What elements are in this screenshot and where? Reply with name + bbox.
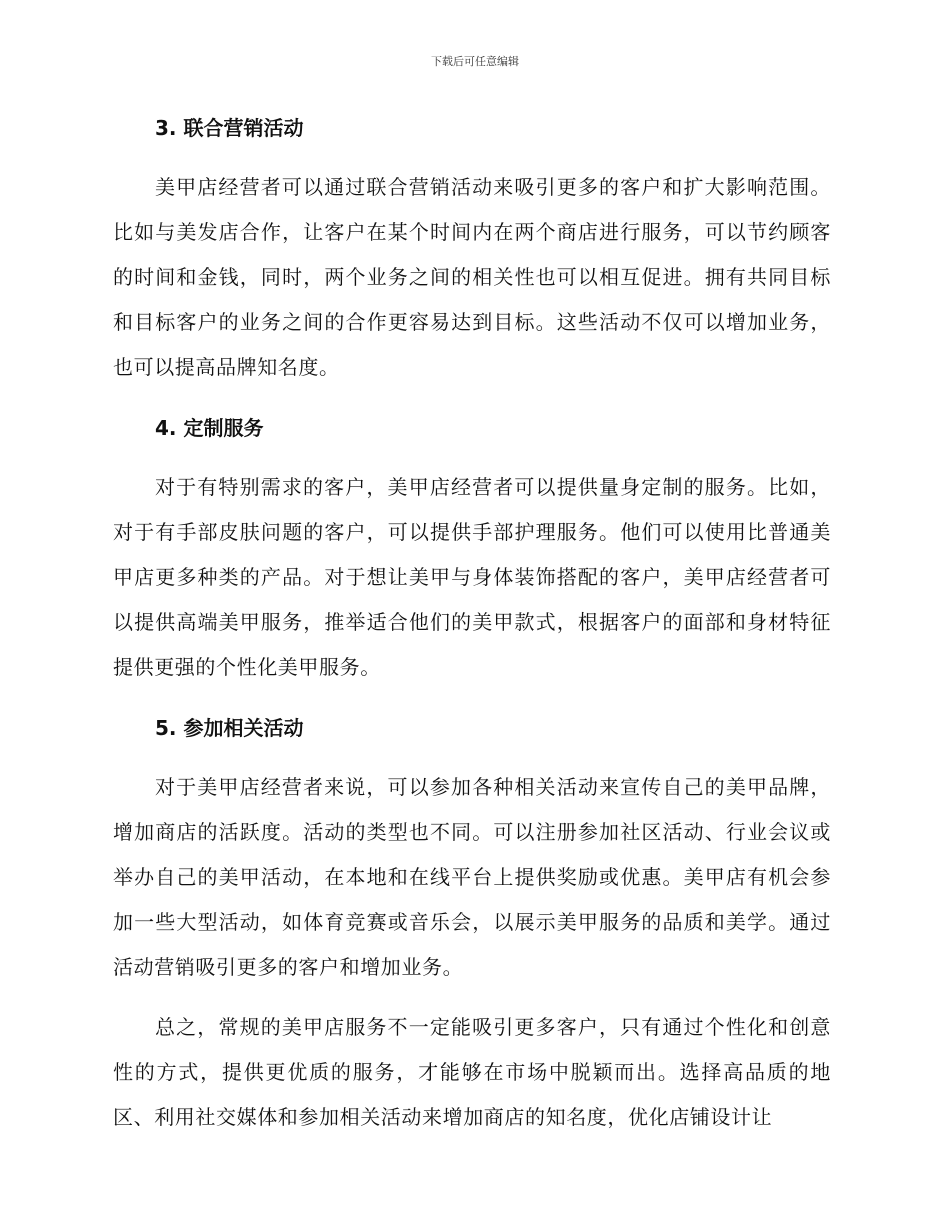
document-body [113, 113, 831, 1140]
conclusion-paragraph: 总之，常规的美甲店服务不一定能吸引更多客户，只有通过个性化和创意性的方式，提供更优质的服务，才能够在市场中脱颖而出。选择高品质的地区、利用社交媒体和参加相关活动来增加商店的知名度，优化店铺设计让 [113, 1015, 831, 1129]
section-heading-custom-service: 4. 定制服务 [155, 416, 264, 440]
section-heading-related-events: 5. 参加相关活动 [155, 716, 304, 740]
section-paragraph-related-events: 对于美甲店经营者来说，可以参加各种相关活动来宣传自己的美甲品牌，增加商店的活跃度。活动的类型也不同。可以注册参加社区活动、行业会议或举办自己的美甲活动，在本地和在线平台上提供奖励或优惠。美甲店有机会参加一些大型活动，如体育竞赛或音乐会，以展示美甲服务的品质和美学。通过活动营销吸引更多的客户和增加业务。 [113, 775, 831, 979]
section-paragraph-custom-service: 对于有特别需求的客户，美甲店经营者可以提供量身定制的服务。比如，对于有手部皮肤问题的客户，可以提供手部护理服务。他们可以使用比普通美甲店更多种类的产品。对于想让美甲与身体装饰搭配的客户，美甲店经营者可以提供高端美甲服务，推举适合他们的美甲款式，根据客户的面部和身材特征提供更强的个性化美甲服务。 [113, 475, 831, 679]
section-paragraph-joint-marketing: 美甲店经营者可以通过联合营销活动来吸引更多的客户和扩大影响范围。比如与美发店合作，让客户在某个时间内在两个商店进行服务，可以节约顾客的时间和金钱，同时，两个业务之间的相关性也可以相互促进。拥有共同目标和目标客户的业务之间的合作更容易达到目标。这些活动不仅可以增加业务，也可以提高品牌知名度。 [113, 175, 831, 379]
page-header: 下载后可任意编辑 [431, 55, 519, 68]
section-heading-joint-marketing: 3. 联合营销活动 [155, 116, 304, 140]
